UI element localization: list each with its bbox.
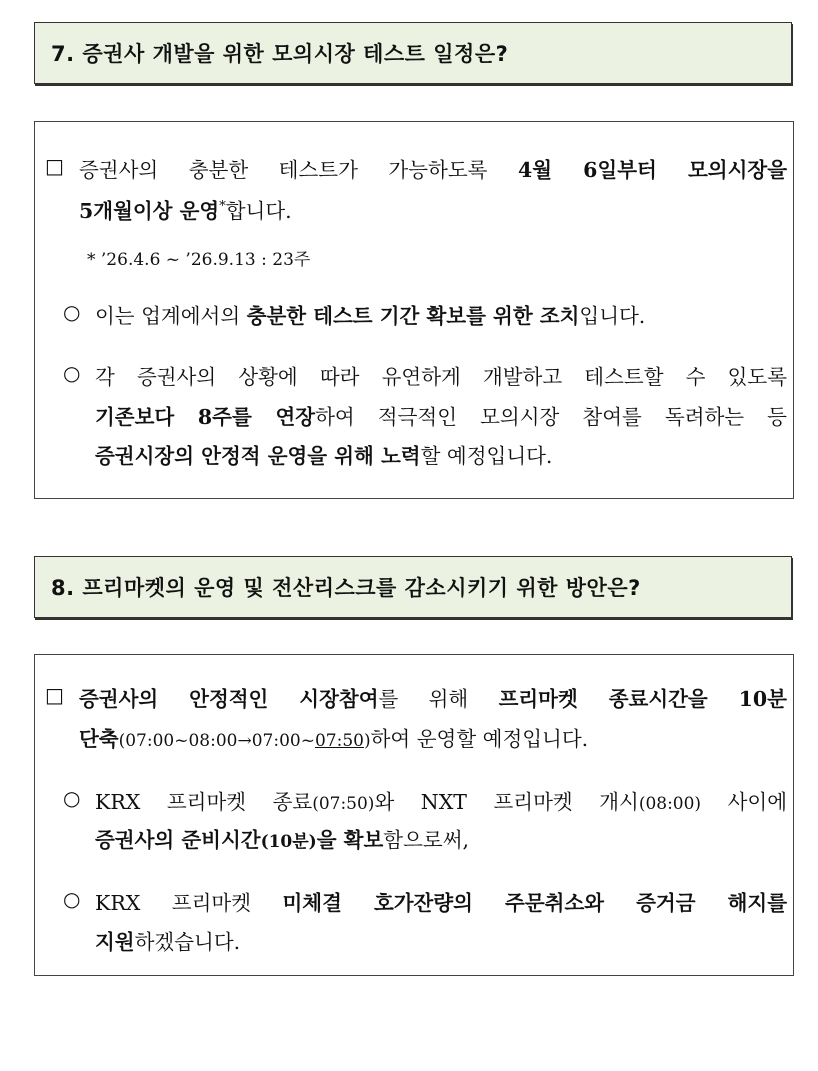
section-7-box [34,121,794,499]
q8-paragraph-line1: 증권사의 안정적인 시장참여를 위해 프리마켓 종료시간을 10분 [79,687,787,711]
section-8-header [34,556,792,618]
section-8-title: 8. 프리마켓의 운영 및 전산리스크를 감소시키기 위한 방안은? [51,576,641,600]
q8-sub1-line1: KRX 프리마켓 종료(07:50)와 NXT 프리마켓 개시(08:00) 사이에 [95,790,787,814]
q7-sub2-line1: 각 증권사의 상황에 따라 유연하게 개발하고 테스트할 수 있도록 [95,365,787,389]
q7-paragraph-line2: 5개월이상 운영*합니다. [79,199,292,223]
q7-sub2-line3: 증권시장의 안정적 운영을 위해 노력할 예정입니다. [95,444,553,468]
section-7-header [34,22,792,84]
q7-paragraph-line1: 증권사의 충분한 테스트가 가능하도록 4월 6일부터 모의시장을 [79,158,787,182]
q7-sub2-line2: 기존보다 8주를 연장하여 적극적인 모의시장 참여를 독려하는 등 [95,405,787,429]
circle-bullet: ○ [63,786,81,810]
section-8-box [34,654,794,976]
q7-sub1: 이는 업계에서의 충분한 테스트 기간 확보를 위한 조치입니다. [95,304,646,328]
square-bullet: □ [45,683,64,707]
section-7-title: 7. 증권사 개발을 위한 모의시장 테스트 일정은? [51,42,509,66]
q7-footnote: * ’26.4.6 ~ ’26.9.13 : 23주 [87,250,311,270]
circle-bullet: ○ [63,361,81,385]
q8-paragraph-line2: 단축(07:00~08:00→07:00~07:50)하여 운영할 예정입니다. [79,727,589,751]
q8-sub2-line1: KRX 프리마켓 미체결 호가잔량의 주문취소와 증거금 해지를 [95,891,788,915]
circle-bullet: ○ [63,300,81,324]
q8-sub1-line2: 증권사의 준비시간(10분)을 확보함으로써, [95,828,470,852]
q8-sub2-line2: 지원하겠습니다. [95,930,241,954]
circle-bullet: ○ [63,887,81,911]
square-bullet: □ [45,154,64,178]
